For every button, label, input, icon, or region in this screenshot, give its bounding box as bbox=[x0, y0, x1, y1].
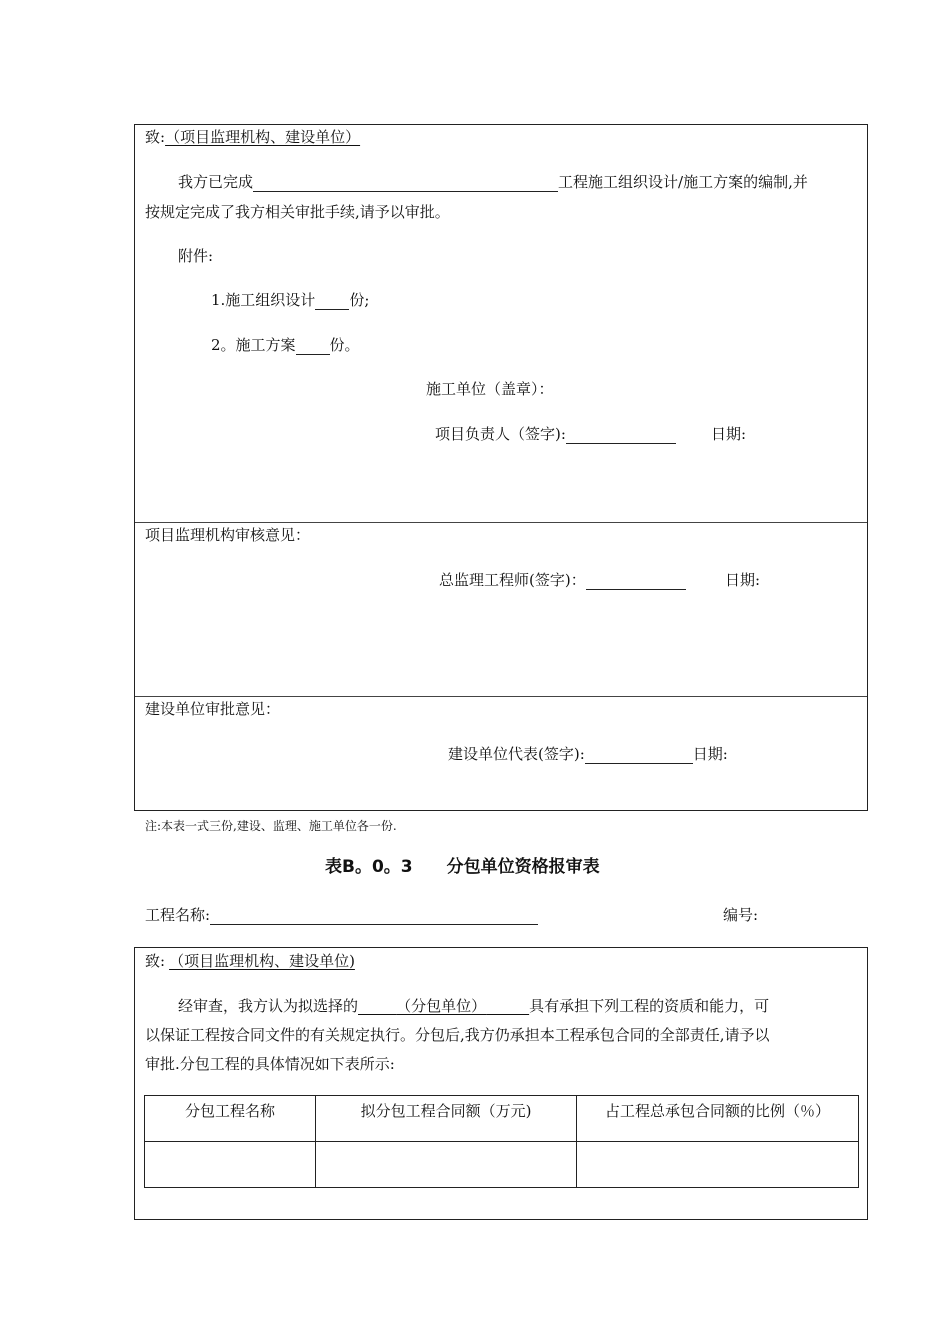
project-name-input[interactable] bbox=[210, 908, 538, 925]
para-end: 具有承担下列工程的资质和能力，可 bbox=[529, 997, 770, 1015]
table-cell[interactable] bbox=[577, 1142, 859, 1188]
pm-signature-row bbox=[435, 424, 676, 444]
owner-rep-blank[interactable] bbox=[585, 747, 693, 764]
header-cell: 分包工程名称 bbox=[145, 1096, 316, 1142]
header-cell: 拟分包工程合同额（万元) bbox=[316, 1096, 577, 1142]
chief-engineer-date-label: 日期: bbox=[725, 571, 761, 589]
contractor-seal: 施工单位（盖章）： bbox=[426, 380, 554, 398]
form1-divider-1 bbox=[135, 522, 867, 523]
pm-date-label: 日期: bbox=[711, 425, 747, 443]
to-label: 致: bbox=[145, 952, 166, 970]
header-cell: 占工程总承包合同额的比例（％） bbox=[577, 1096, 859, 1142]
form1-paragraph-line1 bbox=[178, 172, 808, 192]
sub-unit-field[interactable] bbox=[358, 997, 529, 1015]
pm-sign-label: 项目负责人（签字): bbox=[435, 425, 566, 443]
form2-paragraph-line3: 审批.分包工程的具体情况如下表所示: bbox=[145, 1055, 395, 1073]
table-cell[interactable] bbox=[316, 1142, 577, 1188]
project-name-blank[interactable] bbox=[253, 175, 558, 192]
para-start: 经审查，我方认为拟选择的 bbox=[178, 997, 359, 1015]
subcontract-table bbox=[144, 1095, 859, 1188]
form2-paragraph-line1 bbox=[178, 996, 769, 1016]
form1-divider-2 bbox=[135, 696, 867, 697]
table-row bbox=[145, 1142, 859, 1188]
supervision-opinion-label: 项目监理机构审核意见： bbox=[145, 526, 311, 544]
attachments-label: 附件: bbox=[178, 247, 214, 265]
item2-label: 2。施工方案 bbox=[211, 336, 296, 354]
form2-paragraph-line2: 以保证工程按合同文件的有关规定执行。分包后,我方仍承担本工程承包合同的全部责任,请予以 bbox=[145, 1026, 770, 1044]
chief-engineer-blank[interactable] bbox=[586, 573, 686, 590]
pm-sign-blank[interactable] bbox=[566, 427, 676, 444]
number-label: 编号: bbox=[723, 906, 759, 924]
item1-count-blank[interactable] bbox=[315, 293, 349, 310]
to-label: 致: bbox=[145, 128, 166, 146]
item2-count-blank[interactable] bbox=[296, 338, 330, 355]
form2-title: 表B。0。3 分包单位资格报审表 bbox=[325, 857, 600, 877]
owner-rep-date-label: 日期: bbox=[692, 745, 728, 763]
owner-rep-row bbox=[448, 744, 728, 764]
project-name-row bbox=[145, 905, 538, 925]
owner-opinion-label: 建设单位审批意见： bbox=[145, 700, 281, 718]
chief-engineer-label: 总监理工程师(签字)： bbox=[439, 571, 586, 589]
table-cell[interactable] bbox=[145, 1142, 316, 1188]
item2-unit: 份。 bbox=[329, 336, 360, 354]
owner-rep-label: 建设单位代表(签字): bbox=[448, 745, 585, 763]
form1-addressee bbox=[145, 127, 360, 147]
para-mid: 工程施工组织设计/施工方案的编制,并 bbox=[558, 173, 808, 191]
form1-paragraph-line2: 按规定完成了我方相关审批手续,请予以审批。 bbox=[145, 203, 450, 221]
item1-label: 1.施工组织设计 bbox=[211, 291, 316, 309]
para-start: 我方已完成 bbox=[178, 173, 254, 191]
table-header-row bbox=[145, 1096, 859, 1142]
project-name-label: 工程名称: bbox=[145, 906, 211, 924]
to-value: （项目监理机构、建设单位） bbox=[165, 128, 361, 146]
item1-unit: 份; bbox=[349, 291, 370, 309]
form1-footnote: 注:本表一式三份,建设、监理、施工单位各一份. bbox=[145, 819, 397, 833]
chief-engineer-row bbox=[439, 570, 686, 590]
form2-addressee bbox=[145, 951, 355, 971]
sub-unit-text: （分包单位） bbox=[396, 997, 487, 1015]
attachment-item-1 bbox=[211, 290, 369, 310]
to-value: （项目监理机构、建设单位) bbox=[169, 952, 355, 970]
attachment-item-2 bbox=[211, 335, 360, 355]
